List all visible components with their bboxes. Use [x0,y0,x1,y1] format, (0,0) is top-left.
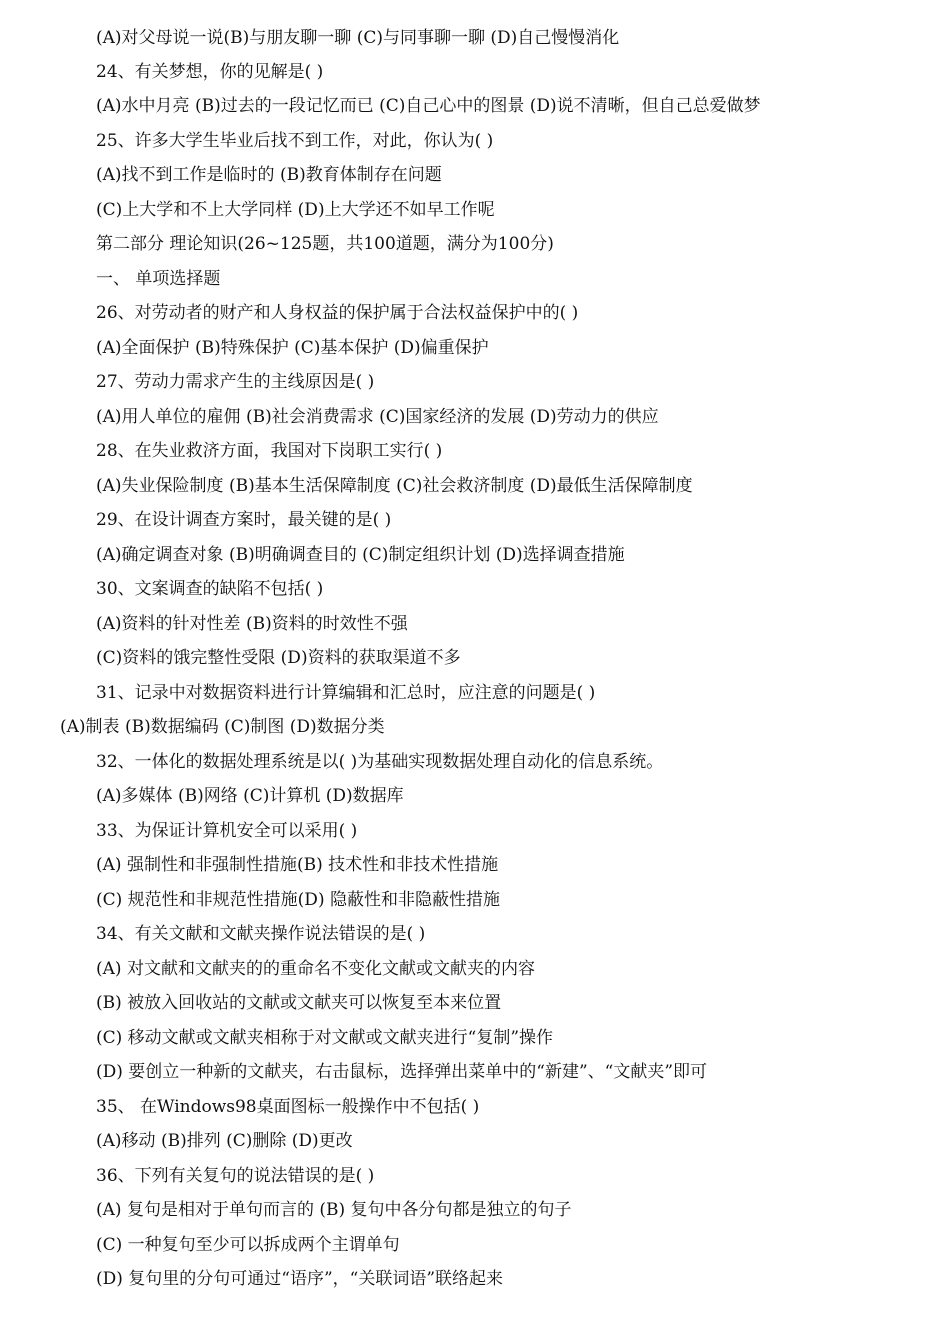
option-line-q23: (A)对父母说一说(B)与朋友聊一聊 (C)与同事聊一聊 (D)自己慢慢消化 [96,28,620,48]
option-line-q28: (A)失业保险制度 (B)基本生活保障制度 (C)社会救济制度 (D)最低生活保障制度 [96,476,693,496]
question-35: 35、 在Windows98桌面图标一般操作中不包括( ) [96,1097,480,1117]
question-34: 34、有关文献和文献夹操作说法错误的是( ) [96,924,426,944]
option-line-q34-d: (D) 要创立一种新的文献夹，右击鼠标，选择弹出菜单中的“新建”、“文献夹”即可 [96,1062,708,1082]
option-line-q30-a: (A)资料的针对性差 (B)资料的时效性不强 [96,614,408,634]
option-line-q36-d: (D) 复句里的分句可通过“语序”，“关联词语”联络起来 [96,1269,504,1289]
option-line-q34-b: (B) 被放入回收站的文献或文献夹可以恢复至本来位置 [96,993,502,1013]
option-line-q25-b: (C)上大学和不上大学同样 (D)上大学还不如早工作呢 [96,200,495,220]
section-heading: 第二部分 理论知识(26~125题，共100道题，满分为100分) [96,234,554,254]
question-27: 27、劳动力需求产生的主线原因是( ) [96,372,375,392]
question-28: 28、在失业救济方面，我国对下岗职工实行( ) [96,441,443,461]
question-33: 33、为保证计算机安全可以采用( ) [96,821,358,841]
option-line-q32: (A)多媒体 (B)网络 (C)计算机 (D)数据库 [96,786,404,806]
question-24: 24、有关梦想，你的见解是( ) [96,62,324,82]
option-line-q26: (A)全面保护 (B)特殊保护 (C)基本保护 (D)偏重保护 [96,338,489,358]
question-32: 32、一体化的数据处理系统是以( )为基础实现数据处理自动化的信息系统。 [96,752,664,772]
question-36: 36、下列有关复句的说法错误的是( ) [96,1166,375,1186]
option-line-q29: (A)确定调查对象 (B)明确调查目的 (C)制定组织计划 (D)选择调查措施 [96,545,625,565]
option-line-q36-c: (C) 一种复句至少可以拆成两个主谓单句 [96,1235,400,1255]
option-line-q36-ab: (A) 复句是相对于单句而言的 (B) 复句中各分句都是独立的句子 [96,1200,572,1220]
option-line-q27: (A)用人单位的雇佣 (B)社会消费需求 (C)国家经济的发展 (D)劳动力的供应 [96,407,659,427]
question-30: 30、文案调查的缺陷不包括( ) [96,579,324,599]
option-line-q25-a: (A)找不到工作是临时的 (B)教育体制存在问题 [96,165,442,185]
question-31: 31、记录中对数据资料进行计算编辑和汇总时，应注意的问题是( ) [96,683,596,703]
question-26: 26、对劳动者的财产和人身权益的保护属于合法权益保护中的( ) [96,303,579,323]
question-25: 25、许多大学生毕业后找不到工作，对此，你认为( ) [96,131,494,151]
option-line-q24: (A)水中月亮 (B)过去的一段记忆而已 (C)自己心中的图景 (D)说不清晰，但自己总爱做梦 [96,96,761,116]
question-29: 29、在设计调查方案时，最关键的是( ) [96,510,392,530]
option-line-q31: (A)制表 (B)数据编码 (C)制图 (D)数据分类 [60,717,385,737]
option-line-q35: (A)移动 (B)排列 (C)删除 (D)更改 [96,1131,353,1151]
option-line-q33-b: (C) 规范性和非规范性措施(D) 隐蔽性和非隐蔽性措施 [96,890,500,910]
option-line-q33-a: (A) 强制性和非强制性措施(B) 技术性和非技术性措施 [96,855,499,875]
option-line-q34-c: (C) 移动文献或文献夹相称于对文献或文献夹进行“复制”操作 [96,1028,554,1048]
option-line-q34-a: (A) 对文献和文献夹的的重命名不变化文献或文献夹的内容 [96,959,535,979]
subsection-heading: 一、 单项选择题 [96,269,221,289]
option-line-q30-b: (C)资料的饿完整性受限 (D)资料的获取渠道不多 [96,648,461,668]
